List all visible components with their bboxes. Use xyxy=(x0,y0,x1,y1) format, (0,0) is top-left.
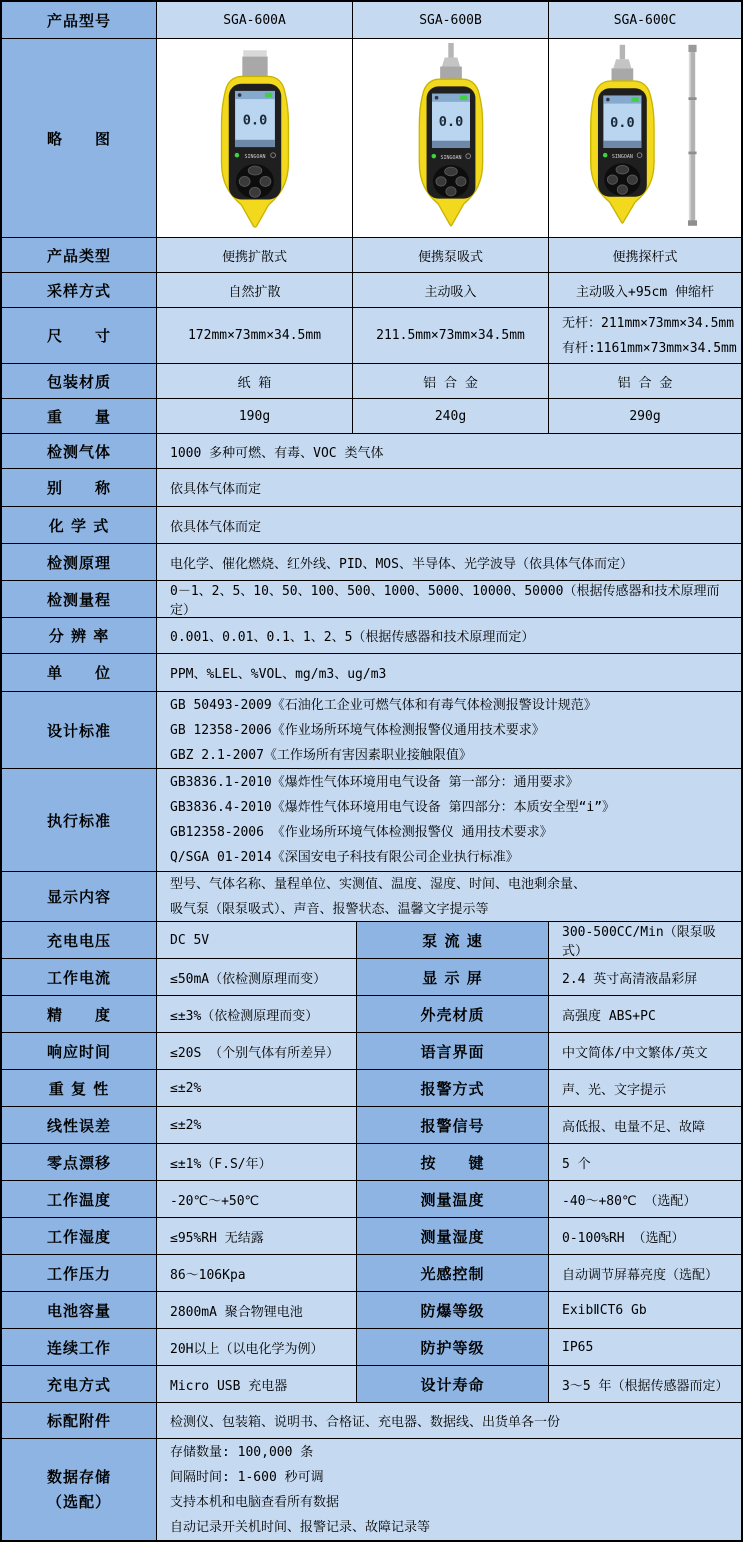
row-label: 包装材质 xyxy=(2,364,157,399)
standard-line: GB 50493-2009《石油化工企业可燃气体和有毒气体检测报警设计规范》 xyxy=(170,697,597,713)
row-label-right: 语言界面 xyxy=(357,1033,549,1070)
row-label-right: 按 键 xyxy=(357,1144,549,1181)
row-label-right: 测量湿度 xyxy=(357,1218,549,1255)
row-value: 0－1、2、5、10、50、100、500、1000、5000、10000、50000（根据传感器和技术原理而定） xyxy=(157,581,741,618)
gas-detector-pump-illustration xyxy=(391,43,511,233)
row-value-right: 5 个 xyxy=(549,1144,741,1181)
row-value: 0.001、0.01、0.1、1、2、5（根据传感器和技术原理而定） xyxy=(157,618,741,654)
row-value-left: ≤±1%（F.S/年） xyxy=(157,1144,357,1181)
table-row-accessories xyxy=(2,1403,741,1439)
row-value-right: 2.4 英寸高清液晶彩屏 xyxy=(549,959,741,996)
row-label: 重 量 xyxy=(2,399,157,434)
row-label: 分 辨 率 xyxy=(2,618,157,654)
table-row-dimensions xyxy=(2,308,741,364)
value-b: 211.5mm×73mm×34.5mm xyxy=(353,308,549,364)
storage-detail-line: 存储数量: 100,000 条 xyxy=(170,1444,314,1460)
table-row xyxy=(2,544,741,581)
table-row-pair xyxy=(2,1181,741,1218)
model-name-a: SGA-600A xyxy=(157,2,353,39)
row-value xyxy=(157,1439,741,1540)
table-row xyxy=(2,618,741,654)
led-indicator xyxy=(431,154,436,159)
table-row xyxy=(2,434,741,469)
row-label-left: 精 度 xyxy=(2,996,157,1033)
standard-line: GBZ 2.1-2007《工作场所有害因素职业接触限值》 xyxy=(170,747,472,763)
table-row-pair xyxy=(2,922,741,959)
value-a: 190g xyxy=(157,399,353,434)
row-label-right: 防爆等级 xyxy=(357,1292,549,1329)
table-row xyxy=(2,581,741,618)
led-indicator xyxy=(603,153,608,158)
display-content-line: 型号、气体名称、量程单位、实测值、温度、湿度、时间、电池剩余量、 xyxy=(170,876,587,892)
value-b: 240g xyxy=(353,399,549,434)
table-row-pair xyxy=(2,1107,741,1144)
table-row-exec-standards xyxy=(2,769,741,872)
value-c: 便携探杆式 xyxy=(549,238,741,273)
row-label-left: 工作压力 xyxy=(2,1255,157,1292)
device-image-sga-600c xyxy=(549,39,741,238)
model-name-b: SGA-600B xyxy=(353,2,549,39)
row-label: 尺 寸 xyxy=(2,308,157,364)
standard-line: Q/SGA 01-2014《深国安电子科技有限公司企业执行标准》 xyxy=(170,850,519,865)
row-value xyxy=(157,872,741,922)
storage-label-line: （选配） xyxy=(46,1492,111,1511)
row-value: 1000 多种可燃、有毒、VOC 类气体 xyxy=(157,434,741,469)
brand-logo: SINGOAN xyxy=(440,154,461,161)
value-c: 主动吸入+95cm 伸缩杆 xyxy=(549,273,741,308)
table-row-header xyxy=(2,2,741,39)
row-value: 依具体气体而定 xyxy=(157,507,741,544)
row-label-left: 连续工作 xyxy=(2,1329,157,1366)
table-row-pair xyxy=(2,1144,741,1181)
row-label-right: 测量温度 xyxy=(357,1181,549,1218)
value-a: 纸 箱 xyxy=(157,364,353,399)
row-label-left: 工作湿度 xyxy=(2,1218,157,1255)
row-label-left: 响应时间 xyxy=(2,1033,157,1070)
led-indicator xyxy=(234,153,239,158)
row-label-left: 工作电流 xyxy=(2,959,157,996)
row-label-right: 设计寿命 xyxy=(357,1366,549,1403)
row-value: PPM、%LEL、%VOL、mg/m3、ug/m3 xyxy=(157,654,741,692)
row-label: 标配附件 xyxy=(2,1403,157,1439)
brand-logo: SINGOAN xyxy=(244,153,265,160)
display-content-line: 吸气泵（限泵吸式）、声音、报警状态、温馨文字提示等 xyxy=(170,901,489,917)
row-label-left: 线性误差 xyxy=(2,1107,157,1144)
standard-line: GB12358-2006 《作业场所环境气体检测报警仪 通用技术要求》 xyxy=(170,825,553,840)
table-row-pair xyxy=(2,959,741,996)
table-row xyxy=(2,364,741,399)
value-b: 主动吸入 xyxy=(353,273,549,308)
lcd-reading: 0.0 xyxy=(438,114,463,131)
table-row xyxy=(2,507,741,544)
table-row-design-standards xyxy=(2,692,741,769)
value-a: 便携扩散式 xyxy=(157,238,353,273)
row-value: 依具体气体而定 xyxy=(157,469,741,507)
row-label: 产品类型 xyxy=(2,238,157,273)
row-value-left: ≤95%RH 无结露 xyxy=(157,1218,357,1255)
row-value: 电化学、催化燃烧、红外线、PID、MOS、半导体、光学波导（依具体气体而定） xyxy=(157,544,741,581)
row-value-right: 声、光、文字提示 xyxy=(549,1070,741,1107)
value-a: 172mm×73mm×34.5mm xyxy=(157,308,353,364)
row-label-right: 光感控制 xyxy=(357,1255,549,1292)
gas-detector-probe-rod-illustration xyxy=(565,43,725,233)
row-label xyxy=(2,1439,157,1540)
row-label-left: 零点漂移 xyxy=(2,1144,157,1181)
table-row-display-content xyxy=(2,872,741,922)
table-row-sketch xyxy=(2,39,741,238)
row-value-right: 高低报、电量不足、故障 xyxy=(549,1107,741,1144)
row-value-left: ≤±2% xyxy=(157,1107,357,1144)
table-row-pair xyxy=(2,1070,741,1107)
device-image-sga-600b xyxy=(353,39,549,238)
value-c: 铝 合 金 xyxy=(549,364,741,399)
row-value-left: DC 5V xyxy=(157,922,357,959)
model-name-c: SGA-600C xyxy=(549,2,741,39)
value-a: 自然扩散 xyxy=(157,273,353,308)
row-value-right: ExibⅡCT6 Gb xyxy=(549,1292,741,1329)
table-row-pair xyxy=(2,1033,741,1070)
value-c xyxy=(549,308,741,364)
row-value-left: Micro USB 充电器 xyxy=(157,1366,357,1403)
row-label-right: 防护等级 xyxy=(357,1329,549,1366)
table-row xyxy=(2,399,741,434)
row-value-right: 自动调节屏幕亮度（选配） xyxy=(549,1255,741,1292)
row-label-left: 电池容量 xyxy=(2,1292,157,1329)
standard-line: GB3836.4-2010《爆炸性气体环境用电气设备 第四部分：本质安全型“i”》 xyxy=(170,800,616,815)
row-label: 设计标准 xyxy=(2,692,157,769)
gas-detector-diffusion-illustration xyxy=(195,43,315,233)
lcd-reading: 0.0 xyxy=(610,115,635,132)
row-value-left: ≤±2% xyxy=(157,1070,357,1107)
row-label: 检测原理 xyxy=(2,544,157,581)
row-value-right: -40～+80℃ （选配） xyxy=(549,1181,741,1218)
table-row-pair xyxy=(2,1329,741,1366)
row-value-left: 2800mA 聚合物锂电池 xyxy=(157,1292,357,1329)
table-row-pair xyxy=(2,1292,741,1329)
row-label-right: 报警信号 xyxy=(357,1107,549,1144)
storage-detail-line: 自动记录开关机时间、报警记录、故障记录等 xyxy=(170,1519,431,1535)
storage-label-line: 数据存储 xyxy=(46,1467,111,1486)
telescopic-rod-illustration xyxy=(688,45,697,226)
row-value-left: ≤50mA（依检测原理而变） xyxy=(157,959,357,996)
table-row xyxy=(2,469,741,507)
row-label-product-model: 产品型号 xyxy=(2,2,157,39)
value-b: 便携泵吸式 xyxy=(353,238,549,273)
row-value-right: 0-100%RH （选配） xyxy=(549,1218,741,1255)
row-value xyxy=(157,692,741,769)
dimension-no-rod: 无杆：211mm×73mm×34.5mm xyxy=(562,315,735,331)
row-value xyxy=(157,769,741,872)
table-row-pair xyxy=(2,1218,741,1255)
row-label: 检测量程 xyxy=(2,581,157,618)
row-value-right: 中文简体/中文繁体/英文 xyxy=(549,1033,741,1070)
row-value-left: 20H以上（以电化学为例） xyxy=(157,1329,357,1366)
row-label-right: 泵 流 速 xyxy=(357,922,549,959)
row-label-left: 重 复 性 xyxy=(2,1070,157,1107)
table-row xyxy=(2,273,741,308)
row-label: 检测气体 xyxy=(2,434,157,469)
row-label-sketch: 略 图 xyxy=(2,39,157,238)
device-image-sga-600a xyxy=(157,39,353,238)
row-label-left: 充电电压 xyxy=(2,922,157,959)
row-label-left: 充电方式 xyxy=(2,1366,157,1403)
value-c: 290g xyxy=(549,399,741,434)
standard-line: GB3836.1-2010《爆炸性气体环境用电气设备 第一部分：通用要求》 xyxy=(170,775,579,790)
table-row xyxy=(2,238,741,273)
storage-detail-line: 间隔时间: 1-600 秒可调 xyxy=(170,1469,324,1485)
row-value-left: -20℃～+50℃ xyxy=(157,1181,357,1218)
row-label: 单 位 xyxy=(2,654,157,692)
row-label-right: 显 示 屏 xyxy=(357,959,549,996)
row-label-right: 外壳材质 xyxy=(357,996,549,1033)
row-value-right: 300-500CC/Min（限泵吸式） xyxy=(549,922,741,959)
row-label: 显示内容 xyxy=(2,872,157,922)
row-value: 检测仪、包装箱、说明书、合格证、充电器、数据线、出货单各一份 xyxy=(157,1403,741,1439)
table-row-pair xyxy=(2,996,741,1033)
row-label: 别 称 xyxy=(2,469,157,507)
row-value-left: 86～106Kpa xyxy=(157,1255,357,1292)
brand-logo: SINGOAN xyxy=(611,153,633,160)
row-label-left: 工作温度 xyxy=(2,1181,157,1218)
lcd-reading: 0.0 xyxy=(242,112,267,129)
row-value-right: IP65 xyxy=(549,1329,741,1366)
table-row-pair xyxy=(2,1366,741,1403)
row-value-right: 高强度 ABS+PC xyxy=(549,996,741,1033)
row-value-left: ≤20S （个别气体有所差异） xyxy=(157,1033,357,1070)
row-label: 化 学 式 xyxy=(2,507,157,544)
table-row-data-storage xyxy=(2,1439,741,1540)
standard-line: GB 12358-2006《作业场所环境气体检测报警仪通用技术要求》 xyxy=(170,722,545,738)
row-label: 采样方式 xyxy=(2,273,157,308)
dimension-with-rod: 有杆:1161mm×73mm×34.5mm xyxy=(562,340,737,356)
row-label: 执行标准 xyxy=(2,769,157,872)
storage-detail-line: 支持本机和电脑查看所有数据 xyxy=(170,1494,340,1510)
table-row-pair xyxy=(2,1255,741,1292)
row-value-left: ≤±3%（依检测原理而变） xyxy=(157,996,357,1033)
row-value-right: 3～5 年（根据传感器而定） xyxy=(549,1366,741,1403)
table-row xyxy=(2,654,741,692)
row-label-right: 报警方式 xyxy=(357,1070,549,1107)
value-b: 铝 合 金 xyxy=(353,364,549,399)
